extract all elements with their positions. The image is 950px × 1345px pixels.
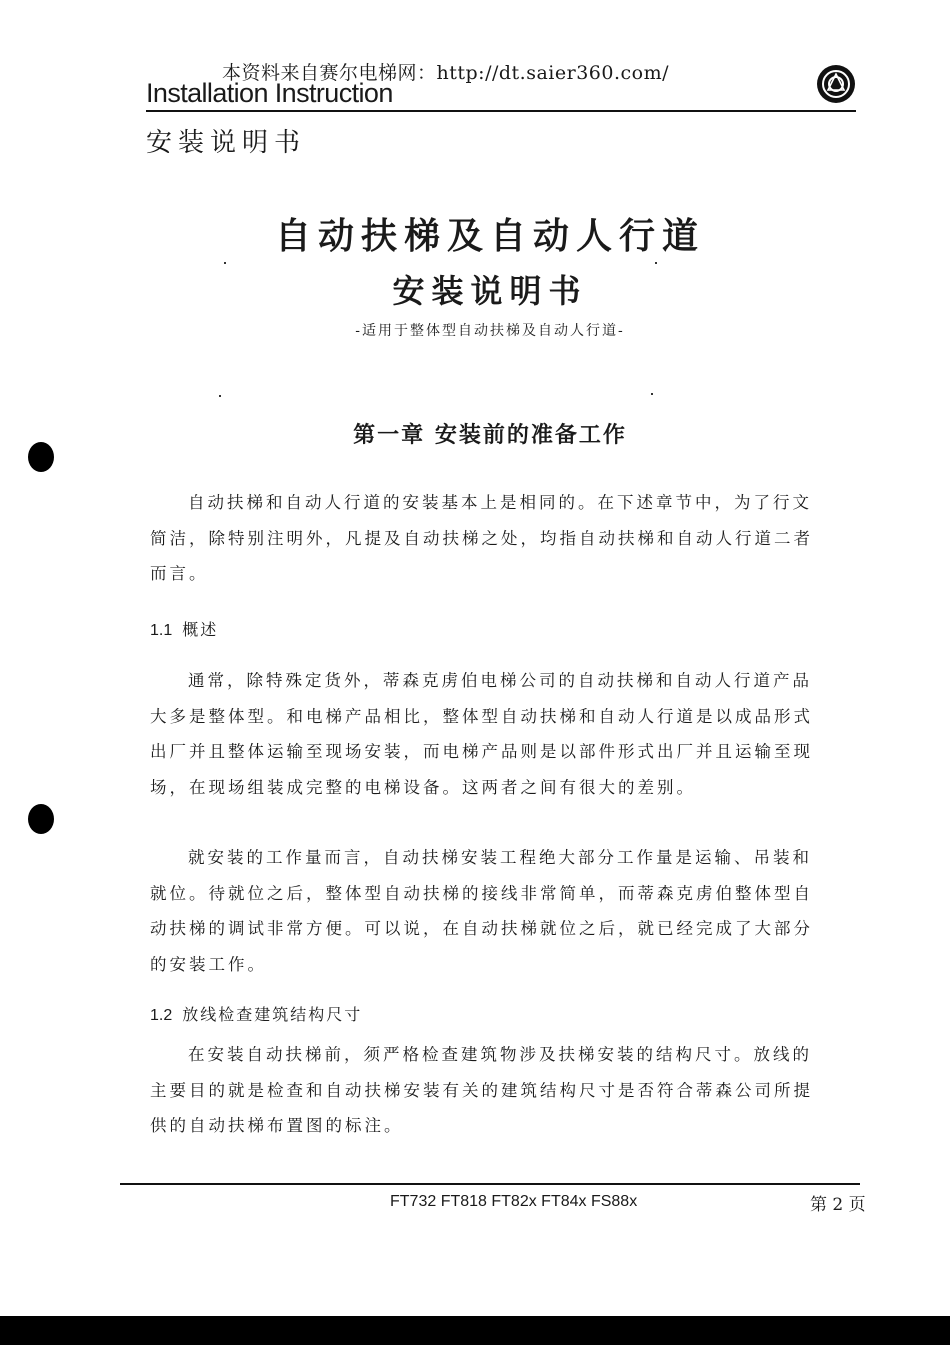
section-heading-1-1 (150, 617, 218, 640)
section-1-1-paragraph-2: 就安装的工作量而言，自动扶梯安装工程绝大部分工作量是运输、吊装和就位。待就位之后，整体型自动扶梯的接线非常简单，而蒂森克虏伯整体型自动扶梯的调试非常方便。可以说，在自动扶梯就位之后，就已经完成了大部分的安装工作。 (150, 848, 813, 974)
document-title-line1: 自动扶梯及自动人行道 (274, 215, 705, 257)
scan-speck (651, 393, 653, 395)
section-number: 1.1 (150, 622, 173, 639)
section-heading-1-2 (150, 1002, 362, 1025)
chapter-intro-paragraph: 自动扶梯和自动人行道的安装基本上是相同的。在下述章节中，为了行文简洁，除特别注明外，凡提及自动扶梯之处，均指自动扶梯和自动人行道二者而言。 (150, 493, 813, 583)
scan-bottom-edge (0, 1316, 950, 1345)
binder-hole-bottom (28, 804, 54, 834)
section-title: 概述 (182, 620, 219, 639)
section-1-1-paragraph-1: 通常，除特殊定货外，蒂森克虏伯电梯公司的自动扶梯和自动人行道产品大多是整体型。和电梯产品相比，整体型自动扶梯和自动人行道是以成品形式出厂并且整体运输至现场安装，而电梯产品则是以部件形式出厂并且运输至现场，在现场组装成完整的电梯设备。这两者之间有很大的差别。 (150, 671, 813, 797)
header-divider (146, 110, 856, 112)
section-title: 放线检查建筑结构尺寸 (182, 1005, 363, 1024)
chapter-title: 第一章 安装前的准备工作 (353, 422, 627, 448)
document-subtitle: -适用于整体型自动扶梯及自动人行道- (355, 323, 625, 339)
header-title-en: Installation Instruction (146, 78, 393, 108)
scan-speck (224, 262, 226, 264)
scan-speck (219, 395, 221, 397)
header-title-cn: 安装说明书 (146, 128, 307, 158)
footer-model-list: FT732 FT818 FT82x FT84x FS88x (390, 1193, 638, 1210)
footer-page-number: 第 2 页 (810, 1195, 866, 1215)
brand-logo-icon (816, 64, 856, 104)
document-title-line2: 安装说明书 (392, 272, 588, 310)
section-number: 1.2 (150, 1007, 173, 1024)
scan-speck (655, 262, 657, 264)
binder-hole-top (28, 442, 54, 472)
footer-divider (120, 1183, 860, 1185)
section-1-2-paragraph-1: 在安装自动扶梯前，须严格检查建筑物涉及扶梯安装的结构尺寸。放线的主要目的就是检查和自动扶梯安装有关的建筑结构尺寸是否符合蒂森公司所提供的自动扶梯布置图的标注。 (150, 1045, 813, 1135)
source-note: 本资料来自赛尔电梯网：http://dt.saier360.com/ (222, 62, 669, 84)
